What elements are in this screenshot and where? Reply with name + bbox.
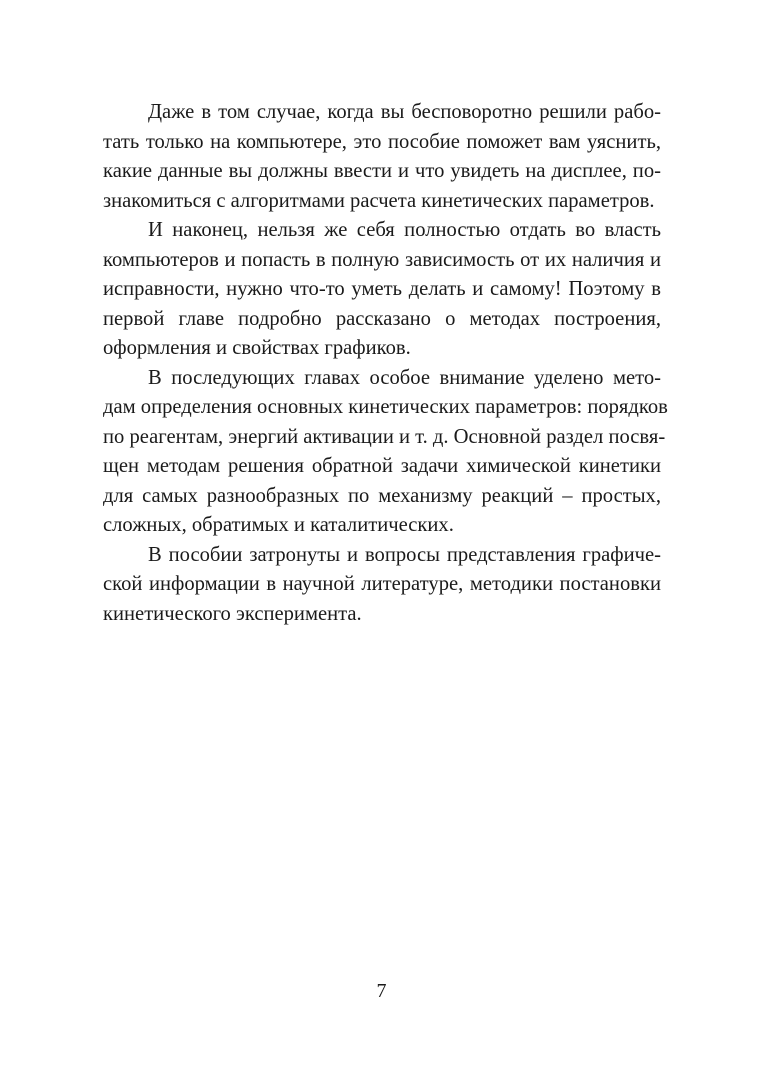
text-line: И наконец, нельзя же себя полностью отдать во власть bbox=[148, 219, 661, 241]
text-line: В последующих главах особое внимание уделено мето- bbox=[148, 366, 661, 389]
text-line: щен методам решения обратной задачи химической кинетики bbox=[103, 455, 661, 477]
text-line: тать только на компьютере, это пособие поможет вам уяснить, bbox=[103, 130, 661, 153]
text-line: ской информации в научной литературе, методики постановки bbox=[103, 573, 661, 595]
paragraph-3 bbox=[103, 364, 668, 541]
text-line: первой главе подробно рассказано о методах построения, bbox=[103, 307, 661, 330]
paragraph-2 bbox=[103, 216, 661, 364]
paragraph-1 bbox=[103, 98, 661, 216]
text-line: для самых разнообразных по механизму реакций – простых, bbox=[103, 484, 661, 507]
text-line: по реагентам, энергий активации и т. д. Основной раздел посвя- bbox=[103, 425, 666, 448]
page-number: 7 bbox=[376, 980, 387, 1002]
text-line: компьютеров и попасть в полную зависимость от их наличия и bbox=[103, 248, 661, 271]
text-line: знакомиться с алгоритмами расчета кинетических параметров. bbox=[103, 189, 655, 212]
paragraph-4 bbox=[103, 541, 661, 630]
text-line: Даже в том случае, когда вы бесповоротно решили рабо- bbox=[148, 101, 661, 123]
text-line: В пособии затронуты и вопросы представления графиче- bbox=[148, 543, 661, 566]
text-line: какие данные вы должны ввести и что увидеть на дисплее, по- bbox=[103, 160, 661, 182]
text-line: исправности, нужно что-то уметь делать и самому! Поэтому в bbox=[103, 278, 661, 300]
text-line: сложных, обратимых и каталитических. bbox=[103, 514, 454, 536]
text-line: дам определения основных кинетических параметров: порядков bbox=[103, 396, 668, 418]
text-line: кинетического эксперимента. bbox=[103, 602, 362, 625]
text-line: оформления и свойствах графиков. bbox=[103, 337, 411, 359]
body-text bbox=[103, 98, 668, 629]
